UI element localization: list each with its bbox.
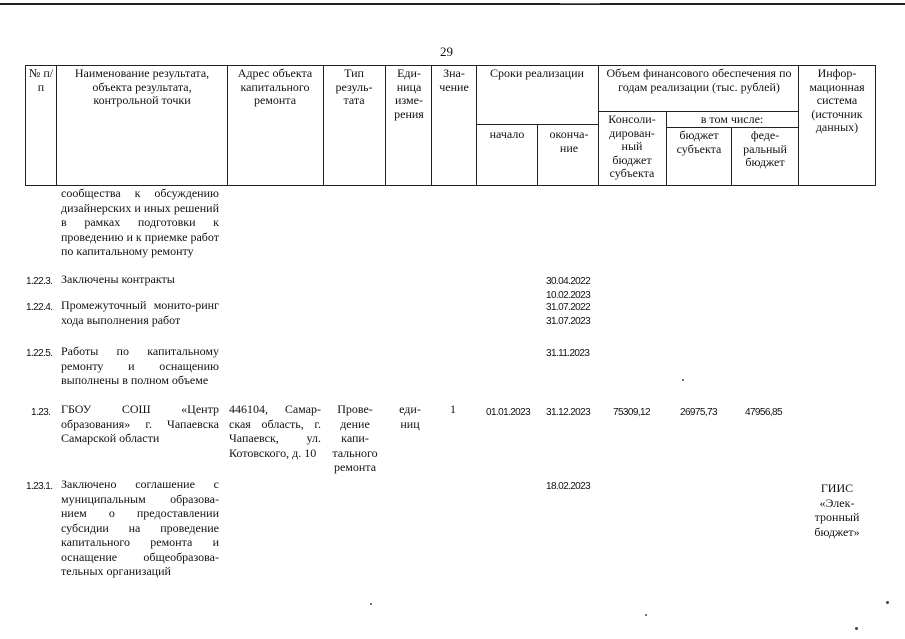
row-1225-no: 1.22.5.	[26, 348, 53, 359]
row-1224-no: 1.22.4.	[26, 302, 53, 313]
header-unit: Еди- ница изме- рения	[394, 66, 424, 121]
row-1223-end-2: 10.02.2023	[546, 290, 591, 301]
scan-speck	[886, 601, 889, 604]
row-123-federal: 47956,85	[745, 407, 782, 418]
row-1223-no: 1.22.3.	[26, 276, 53, 287]
row-123-consolidated: 75309,12	[613, 407, 650, 418]
row-1231-info: ГИИС «Элек- тронный бюджет»	[814, 481, 860, 539]
header-start: начало	[489, 127, 525, 141]
header-terms: Сроки реализации	[490, 66, 584, 80]
header-name: Наименование результата, объекта результата, контрольной точки	[74, 66, 210, 107]
row-123-name: ГБОУ СОШ «Центр образования» г. Чапаевска Самарской области	[61, 402, 219, 445]
scan-speck	[645, 614, 647, 616]
header-no: № п/п	[28, 66, 54, 94]
row-123-address: 446104, Самар-ская область, г. Чапаевск, ул. Котовского, д. 10	[229, 402, 321, 460]
row-123-subject: 26975,73	[680, 407, 717, 418]
header-including: в том числе:	[700, 112, 764, 126]
row-1225-end: 31.11.2023	[546, 348, 590, 359]
header-type: Тип резуль- тата	[335, 66, 373, 107]
header-address: Адрес объекта капитального ремонта	[237, 66, 313, 107]
header-subject-budget: бюджет субъекта	[676, 128, 722, 156]
scan-speck	[682, 379, 684, 381]
row-1224-end-1: 31.07.2022	[546, 302, 591, 313]
row-1231-name: Заключено соглашение с муниципальным образова-нием о предоставлении субсидии на проведение капитального ремонта и оснащение общеобразова-тельных организаций	[61, 477, 219, 578]
row-1225-name: Работы по капитальному ремонту и оснащению выполнены в полном объеме	[61, 344, 219, 387]
row-1224-name: Промежуточный монито-ринг хода выполнения работ	[61, 298, 219, 327]
row-123-type: Прове- дение капи- тального ремонта	[332, 402, 378, 474]
row-1231-end: 18.02.2023	[546, 481, 591, 492]
header-federal-budget: феде- ральный бюджет	[743, 128, 787, 169]
scan-speck	[370, 603, 372, 605]
row-1224-end-2: 31.07.2023	[546, 316, 591, 327]
row-1223-name: Заключены контракты	[61, 272, 175, 286]
header-finance: Объем финансового обеспечения по годам реализации (тыс. рублей)	[606, 66, 792, 94]
row-123-unit: еди- ниц	[399, 402, 421, 431]
scan-edge-line	[0, 3, 905, 5]
row-continuation-name: сообщества к обсуждению дизайнерских и иных решений в рамках подготовки к проведению и к приемке работ по капитальному ремонту	[61, 186, 219, 258]
header-end: оконча- ние	[549, 127, 589, 155]
row-1231-no: 1.23.1.	[26, 481, 53, 492]
scan-speck	[855, 627, 858, 630]
page-number: 29	[440, 44, 453, 59]
row-123-start: 01.01.2023	[486, 407, 531, 418]
header-consolidated: Консоли- дирован- ный бюджет субъекта	[608, 112, 656, 180]
header-value: Зна- чение	[439, 66, 469, 94]
row-123-no: 1.23.	[31, 407, 51, 418]
row-123-value: 1	[450, 402, 456, 416]
header-info: Инфор- мационная система (источник данных)	[809, 66, 865, 134]
scan-edge-mark	[560, 3, 600, 4]
row-1223-end-1: 30.04.2022	[546, 276, 591, 287]
row-123-end: 31.12.2023	[546, 407, 591, 418]
